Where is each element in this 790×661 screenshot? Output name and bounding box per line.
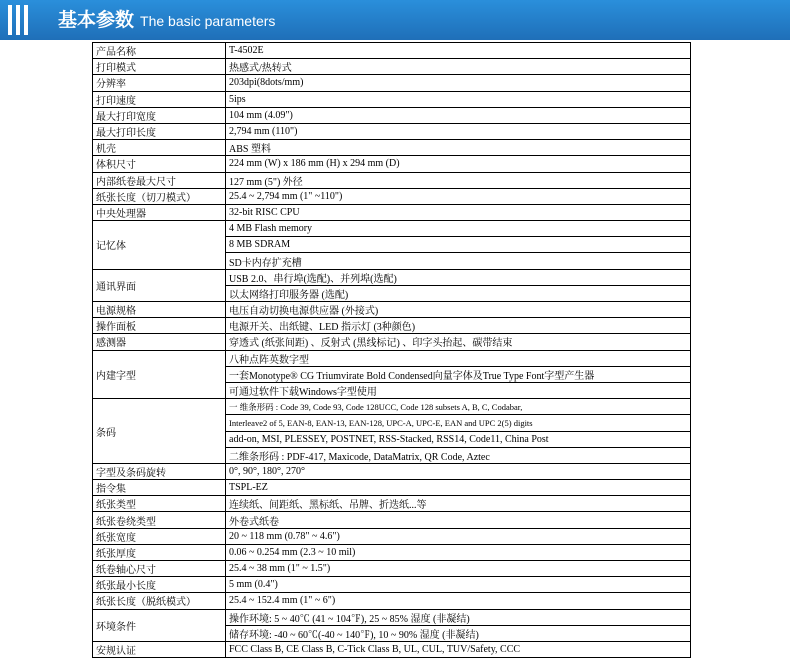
- param-value: 5ips: [226, 91, 691, 107]
- table-row: [93, 156, 691, 172]
- param-value: 可通过软件下载Windows字型使用: [226, 382, 691, 398]
- section-header: [0, 0, 790, 40]
- table-row: [93, 480, 691, 496]
- param-label: 条码: [93, 399, 226, 464]
- param-label: 分辨率: [93, 75, 226, 91]
- param-value: T-4502E: [226, 43, 691, 59]
- table-row: [93, 593, 691, 609]
- param-label: 打印模式: [93, 59, 226, 75]
- param-label: 中央处理器: [93, 204, 226, 220]
- table-row: [93, 318, 691, 334]
- header-bar: [8, 5, 12, 35]
- table-row: [93, 463, 691, 479]
- param-value: 20 ~ 118 mm (0.78" ~ 4.6"): [226, 528, 691, 544]
- parameters-table: [92, 42, 691, 658]
- table-row: [93, 577, 691, 593]
- param-label: 安规认证: [93, 641, 226, 657]
- param-label: 最大打印长度: [93, 123, 226, 139]
- table-row: [93, 399, 691, 415]
- param-label: 感测器: [93, 334, 226, 350]
- table-row: [93, 204, 691, 220]
- param-value: 储存环境: -40 ~ 60℃(-40 ~ 140℉), 10 ~ 90% 湿度 (非凝结): [226, 625, 691, 641]
- param-label: 操作面板: [93, 318, 226, 334]
- param-value: 127 mm (5") 外径: [226, 172, 691, 188]
- param-label: 纸张卷绕类型: [93, 512, 226, 528]
- table-row: [93, 561, 691, 577]
- param-label: 体积尺寸: [93, 156, 226, 172]
- param-value: USB 2.0、串行埠(选配)、并列埠(选配): [226, 269, 691, 285]
- param-label: 记忆体: [93, 221, 226, 270]
- param-label: 字型及条码旋转: [93, 463, 226, 479]
- param-value: 2,794 mm (110"): [226, 123, 691, 139]
- param-value: 4 MB Flash memory: [226, 221, 691, 237]
- table-row: [93, 528, 691, 544]
- table-row: [93, 91, 691, 107]
- param-value: 25.4 ~ 2,794 mm (1" ~110"): [226, 188, 691, 204]
- table-row: [93, 59, 691, 75]
- page-title: [58, 6, 275, 35]
- param-label: 产品名称: [93, 43, 226, 59]
- param-value: 连续纸、间距纸、黑标纸、吊牌、折迭纸...等: [226, 496, 691, 512]
- param-value: FCC Class B, CE Class B, C-Tick Class B, UL, CUL, TUV/Safety, CCC: [226, 641, 691, 657]
- table-row: [93, 334, 691, 350]
- param-value: 0.06 ~ 0.254 mm (2.3 ~ 10 mil): [226, 544, 691, 560]
- param-value: 203dpi(8dots/mm): [226, 75, 691, 91]
- param-label: 纸张长度（切刀模式）: [93, 188, 226, 204]
- param-value: 热感式/热转式: [226, 59, 691, 75]
- param-value: 电源开关、出纸键、LED 指示灯 (3种颜色): [226, 318, 691, 334]
- table-row: [93, 302, 691, 318]
- param-label: 环境条件: [93, 609, 226, 641]
- param-value: 25.4 ~ 38 mm (1" ~ 1.5"): [226, 561, 691, 577]
- title-english: The basic parameters: [140, 13, 276, 29]
- table-row: [93, 188, 691, 204]
- param-value: 操作环境: 5 ~ 40℃ (41 ~ 104℉), 25 ~ 85% 湿度 (非凝结): [226, 609, 691, 625]
- table-row: [93, 107, 691, 123]
- param-value: Interleave2 of 5, EAN-8, EAN-13, EAN-128, UPC-A, UPC-E, EAN and UPC 2(5) digits: [226, 415, 691, 431]
- param-label: 电源规格: [93, 302, 226, 318]
- table-row: [93, 609, 691, 625]
- param-label: 纸张宽度: [93, 528, 226, 544]
- param-value: SD卡内存扩充槽: [226, 253, 691, 269]
- param-label: 纸张厚度: [93, 544, 226, 560]
- param-label: 纸张最小长度: [93, 577, 226, 593]
- param-value: add-on, MSI, PLESSEY, POSTNET, RSS-Stacked, RSS14, Code11, China Post: [226, 431, 691, 447]
- header-bar: [24, 5, 28, 35]
- param-label: 纸卷轴心尺寸: [93, 561, 226, 577]
- param-value: 0°, 90°, 180°, 270°: [226, 463, 691, 479]
- param-label: 最大打印宽度: [93, 107, 226, 123]
- table-row: [93, 269, 691, 285]
- table-row: [93, 350, 691, 366]
- param-value: TSPL-EZ: [226, 480, 691, 496]
- param-value: 一套Monotype® CG Triumvirate Bold Condensed向量字体及True Type Font字型产生器: [226, 366, 691, 382]
- table-row: [93, 140, 691, 156]
- param-label: 机壳: [93, 140, 226, 156]
- param-value: 电压自动切换电源供应器 (外接式): [226, 302, 691, 318]
- param-value: 224 mm (W) x 186 mm (H) x 294 mm (D): [226, 156, 691, 172]
- param-value: 八种点阵英数字型: [226, 350, 691, 366]
- table-row: [93, 544, 691, 560]
- param-value: 穿透式 (纸张间距) 、反射式 (黑线标记) 、印字头抬起、碳带结束: [226, 334, 691, 350]
- param-value: 8 MB SDRAM: [226, 237, 691, 253]
- param-label: 内部纸卷最大尺寸: [93, 172, 226, 188]
- param-value: 5 mm (0.4"): [226, 577, 691, 593]
- param-value: 32-bit RISC CPU: [226, 204, 691, 220]
- param-value: 二维条形码 : PDF-417, Maxicode, DataMatrix, QR Code, Aztec: [226, 447, 691, 463]
- param-value: 104 mm (4.09"): [226, 107, 691, 123]
- param-label: 内建字型: [93, 350, 226, 399]
- table-row: [93, 641, 691, 657]
- param-value: 一 维条形码 : Code 39, Code 93, Code 128UCC, Code 128 subsets A, B, C, Codabar,: [226, 399, 691, 415]
- param-value: 以太网络打印服务器 (选配): [226, 285, 691, 301]
- header-bars-decoration: [8, 5, 28, 35]
- table-row: [93, 75, 691, 91]
- param-label: 通讯界面: [93, 269, 226, 301]
- table-row: [93, 43, 691, 59]
- param-value: ABS 塑料: [226, 140, 691, 156]
- param-value: 外卷式纸卷: [226, 512, 691, 528]
- table-row: [93, 496, 691, 512]
- param-label: 纸张长度（脱纸模式）: [93, 593, 226, 609]
- param-label: 打印速度: [93, 91, 226, 107]
- param-label: 纸张类型: [93, 496, 226, 512]
- table-row: [93, 123, 691, 139]
- header-bar: [16, 5, 20, 35]
- title-chinese: 基本参数: [58, 9, 135, 31]
- table-row: [93, 221, 691, 237]
- table-row: [93, 172, 691, 188]
- param-value: 25.4 ~ 152.4 mm (1" ~ 6"): [226, 593, 691, 609]
- param-label: 指令集: [93, 480, 226, 496]
- table-row: [93, 512, 691, 528]
